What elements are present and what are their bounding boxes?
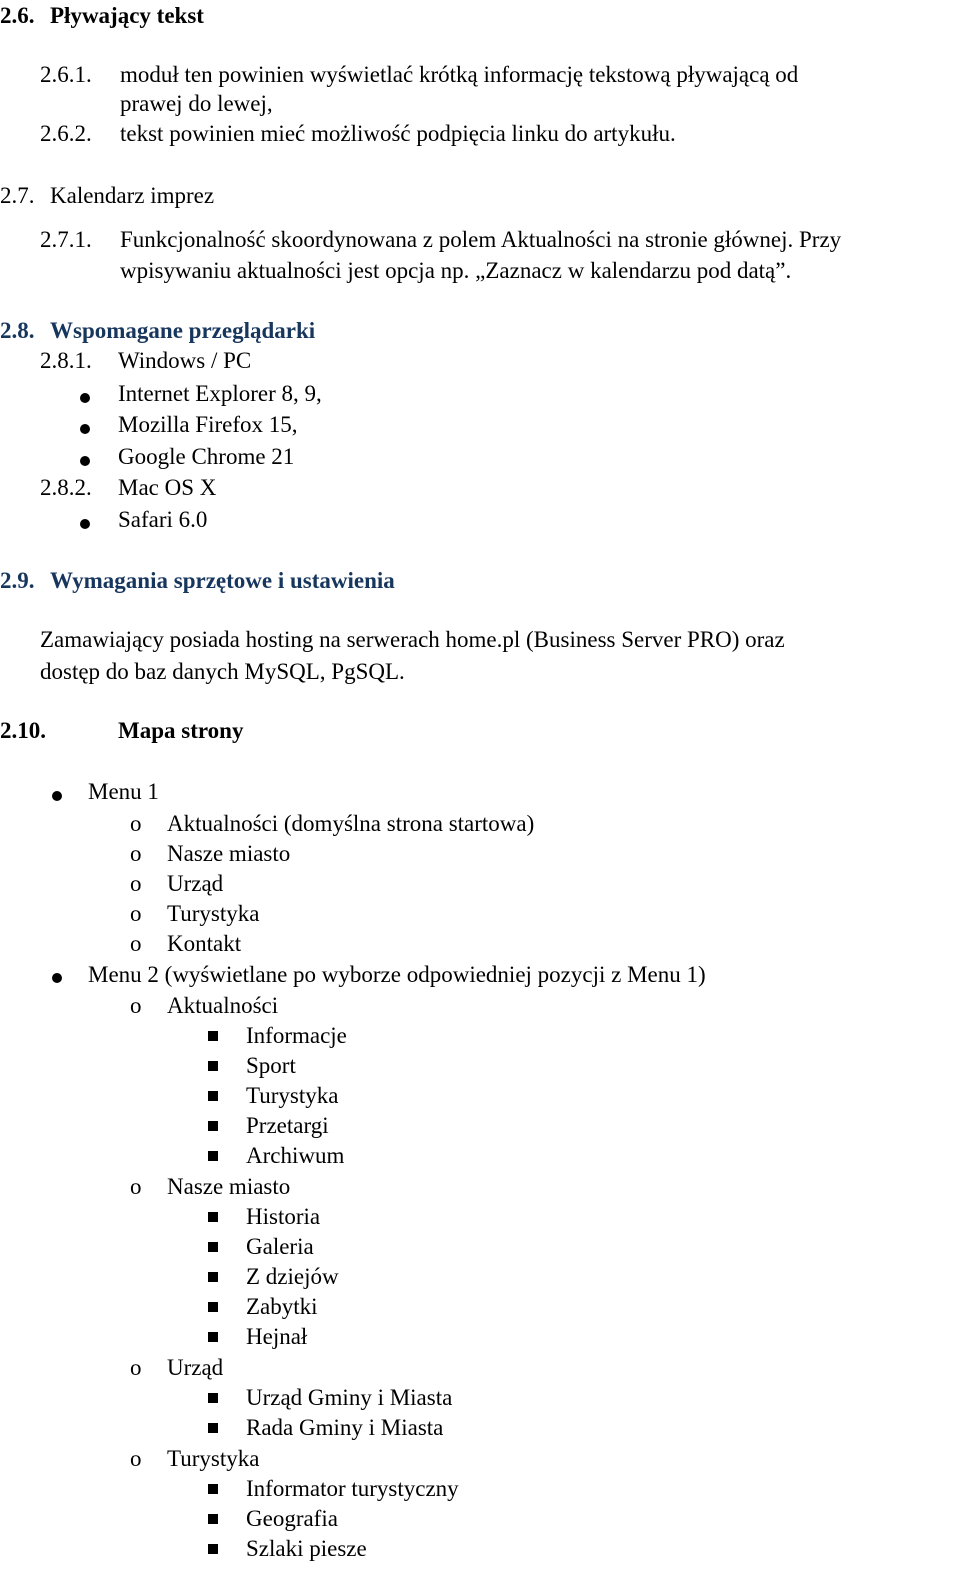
square-bullet-icon: [208, 1212, 218, 1222]
menu-1-item: Urząd: [167, 871, 224, 896]
section-2-9-title: Wymagania sprzętowe i ustawienia: [50, 568, 395, 593]
square-bullet-icon: [208, 1332, 218, 1342]
menu-2-subitem: Z dziejów: [246, 1264, 339, 1289]
section-2-8-number: 2.8.: [0, 318, 35, 343]
square-bullet-icon: [208, 1091, 218, 1101]
bullet-icon: [52, 973, 62, 983]
section-2-6-title: Pływający tekst: [50, 3, 204, 28]
square-bullet-icon: [208, 1121, 218, 1131]
menu-2-group-urzad: Urząd: [167, 1355, 224, 1380]
menu-2-subitem: Hejnał: [246, 1324, 308, 1349]
bullet-icon: [80, 519, 90, 529]
menu-2-subitem: Urząd Gminy i Miasta: [246, 1385, 453, 1410]
section-2-10-number: 2.10.: [0, 718, 46, 743]
menu-2-subitem: Sport: [246, 1053, 296, 1078]
menu-2-subitem: Historia: [246, 1204, 321, 1229]
menu-2-subitem: Rada Gminy i Miasta: [246, 1415, 444, 1440]
circle-marker: o: [130, 901, 142, 926]
square-bullet-icon: [208, 1061, 218, 1071]
square-bullet-icon: [208, 1484, 218, 1494]
square-bullet-icon: [208, 1031, 218, 1041]
item-2-6-2-text: tekst powinien mieć możliwość podpięcia linku do artykułu.: [120, 121, 676, 146]
menu-2-subitem: Turystyka: [246, 1083, 339, 1108]
square-bullet-icon: [208, 1302, 218, 1312]
item-2-6-2-number: 2.6.2.: [40, 121, 92, 146]
circle-marker: o: [130, 993, 142, 1018]
item-2-6-1-text: moduł ten powinien wyświetlać krótką informację tekstową pływającą od: [120, 62, 799, 87]
section-2-7-number: 2.7.: [0, 183, 35, 208]
group-2-8-2-label: Mac OS X: [118, 475, 217, 500]
menu-2-subitem: Galeria: [246, 1234, 314, 1259]
menu-2-subitem: Zabytki: [246, 1294, 318, 1319]
circle-marker: o: [130, 841, 142, 866]
circle-marker: o: [130, 1355, 142, 1380]
square-bullet-icon: [208, 1544, 218, 1554]
browser-item: Safari 6.0: [118, 507, 208, 532]
circle-marker: o: [130, 811, 142, 836]
bullet-icon: [52, 791, 62, 801]
square-bullet-icon: [208, 1272, 218, 1282]
menu-1-item: Turystyka: [167, 901, 260, 926]
paragraph-line: Zamawiający posiada hosting na serwerach home.pl (Business Server PRO) oraz: [40, 627, 785, 652]
menu-2-group-nasze-miasto: Nasze miasto: [167, 1174, 291, 1199]
bullet-icon: [80, 456, 90, 466]
bullet-icon: [80, 424, 90, 434]
circle-marker: o: [130, 1174, 142, 1199]
section-2-10-title: Mapa strony: [118, 718, 244, 743]
item-2-7-1-text: Funkcjonalność skoordynowana z polem Aktualności na stronie głównej. Przy: [120, 227, 842, 252]
bullet-icon: [80, 393, 90, 403]
circle-marker: o: [130, 871, 142, 896]
item-2-7-1-number: 2.7.1.: [40, 227, 92, 252]
square-bullet-icon: [208, 1423, 218, 1433]
item-2-6-1-number: 2.6.1.: [40, 62, 92, 87]
section-2-8-title: Wspomagane przeglądarki: [50, 318, 316, 343]
circle-marker: o: [130, 931, 142, 956]
square-bullet-icon: [208, 1393, 218, 1403]
menu-2-subitem: Przetargi: [246, 1113, 329, 1138]
square-bullet-icon: [208, 1242, 218, 1252]
menu-2-subitem: Szlaki piesze: [246, 1536, 367, 1561]
section-2-6-number: 2.6.: [0, 3, 35, 28]
square-bullet-icon: [208, 1514, 218, 1524]
item-2-7-1-text-cont: wpisywaniu aktualności jest opcja np. „Zaznacz w kalendarzu pod datą”.: [120, 258, 792, 283]
menu-2-subitem: Geografia: [246, 1506, 338, 1531]
item-2-6-1-text-cont: prawej do lewej,: [120, 91, 273, 116]
menu-1-item: Aktualności (domyślna strona startowa): [167, 811, 535, 836]
menu-2-subitem: Informator turystyczny: [246, 1476, 459, 1501]
section-2-9-number: 2.9.: [0, 568, 35, 593]
paragraph-line: dostęp do baz danych MySQL, PgSQL.: [40, 659, 405, 684]
group-2-8-1-label: Windows / PC: [118, 348, 252, 373]
menu-2-subitem: Archiwum: [246, 1143, 345, 1168]
menu-1-label: Menu 1: [88, 779, 159, 804]
menu-2-subitem: Informacje: [246, 1023, 347, 1048]
square-bullet-icon: [208, 1151, 218, 1161]
menu-1-item: Kontakt: [167, 931, 242, 956]
circle-marker: o: [130, 1446, 142, 1471]
menu-2-group-aktualnosci: Aktualności: [167, 993, 279, 1018]
browser-item: Mozilla Firefox 15,: [118, 412, 298, 437]
section-2-7-title: Kalendarz imprez: [50, 183, 215, 208]
menu-2-label: Menu 2 (wyświetlane po wyborze odpowiedniej pozycji z Menu 1): [88, 962, 706, 987]
browser-item: Internet Explorer 8, 9,: [118, 381, 322, 406]
menu-2-group-turystyka: Turystyka: [167, 1446, 260, 1471]
group-2-8-2-number: 2.8.2.: [40, 475, 92, 500]
group-2-8-1-number: 2.8.1.: [40, 348, 92, 373]
browser-item: Google Chrome 21: [118, 444, 295, 469]
menu-1-item: Nasze miasto: [167, 841, 291, 866]
